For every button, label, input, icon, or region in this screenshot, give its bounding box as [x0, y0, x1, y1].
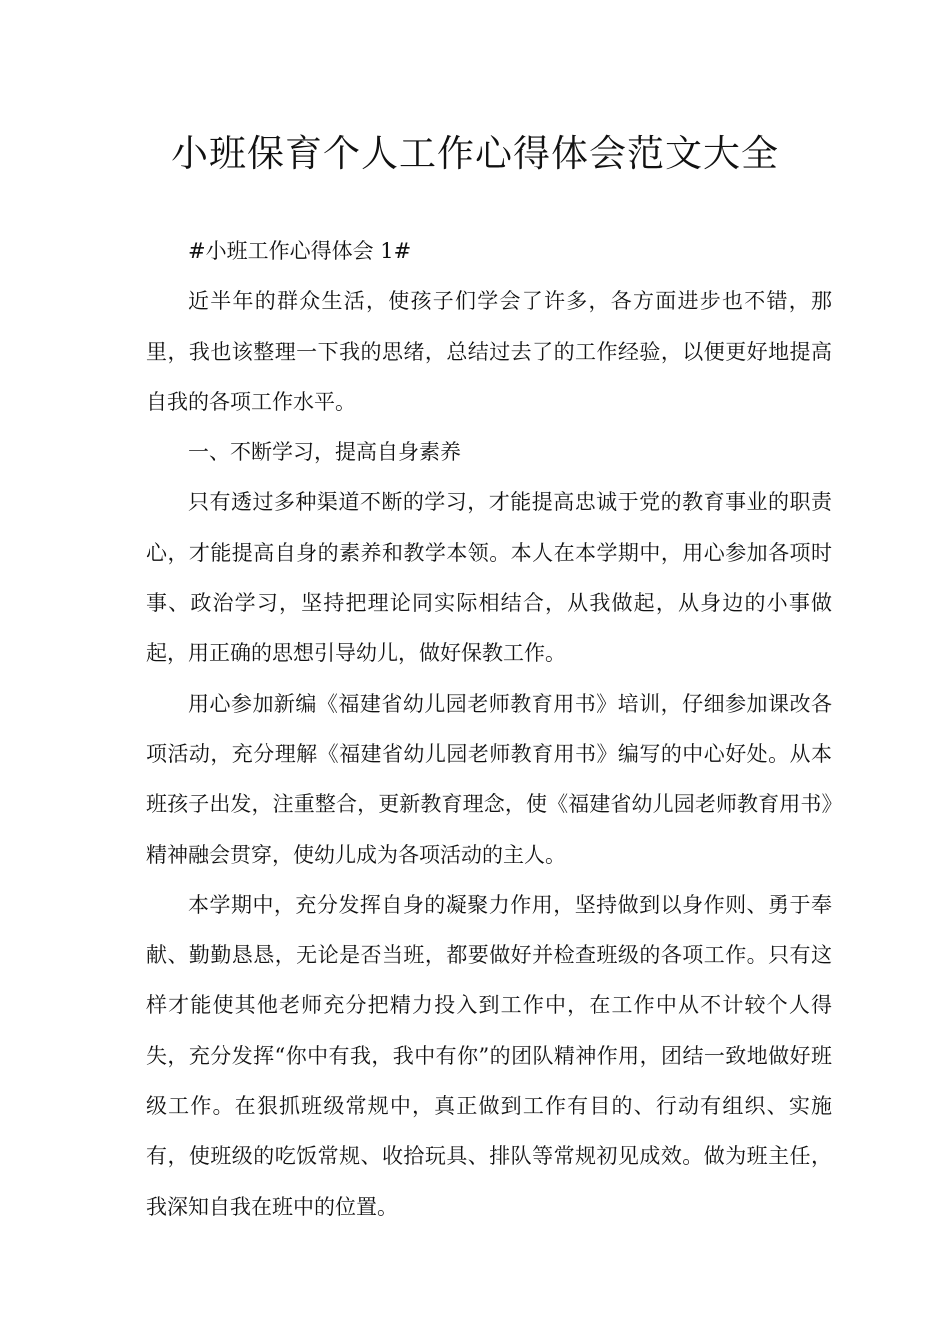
- paragraph-teamwork: 本学期中，充分发挥自身的凝聚力作用，坚持做到以身作则、勇于奉献、勤勤恳恳，无论是否当班，都要做好并检查班级的各项工作。只有这样才能使其他老师充分把精力投入到工作中，在工作中从不计较个人得失，充分发挥“你中有我，我中有你”的团队精神作用，团结一致地做好班级工作。在狠抓班级常规中，真正做到工作有目的、行动有组织、实施有，使班级的吃饭常规、收拾玩具、排队等常规初见成效。做为班主任，我深知自我在班中的位置。: [146, 892, 832, 1219]
- subheading-learning: 一、不断学习，提高自身素养: [188, 440, 461, 465]
- document-body: [146, 226, 832, 1232]
- section-heading-1: #小班工作心得体会 1#: [188, 239, 412, 263]
- paragraph-intro: 近半年的群众生活，使孩子们学会了许多，各方面进步也不错，那里，我也该整理一下我的思绪，总结过去了的工作经验，以便更好地提高自我的各项工作水平。: [146, 289, 832, 414]
- paragraph-training: 用心参加新编《福建省幼儿园老师教育用书》培训，仔细参加课改各项活动，充分理解《福建省幼儿园老师教育用书》编写的中心好处。从本班孩子出发，注重整合，更新教育理念，使《福建省幼儿园老师教育用书》精神融会贯穿，使幼儿成为各项活动的主人。: [146, 691, 832, 867]
- paragraph-learning: 只有透过多种渠道不断的学习，才能提高忠诚于党的教育事业的职责心，才能提高自身的素养和教学本领。本人在本学期中，用心参加各项时事、政治学习，坚持把理论同实际相结合，从我做起，从身边的小事做起，用正确的思想引导幼儿，做好保教工作。: [146, 490, 832, 666]
- document-title: 小班保育个人工作心得体会范文大全: [171, 132, 779, 175]
